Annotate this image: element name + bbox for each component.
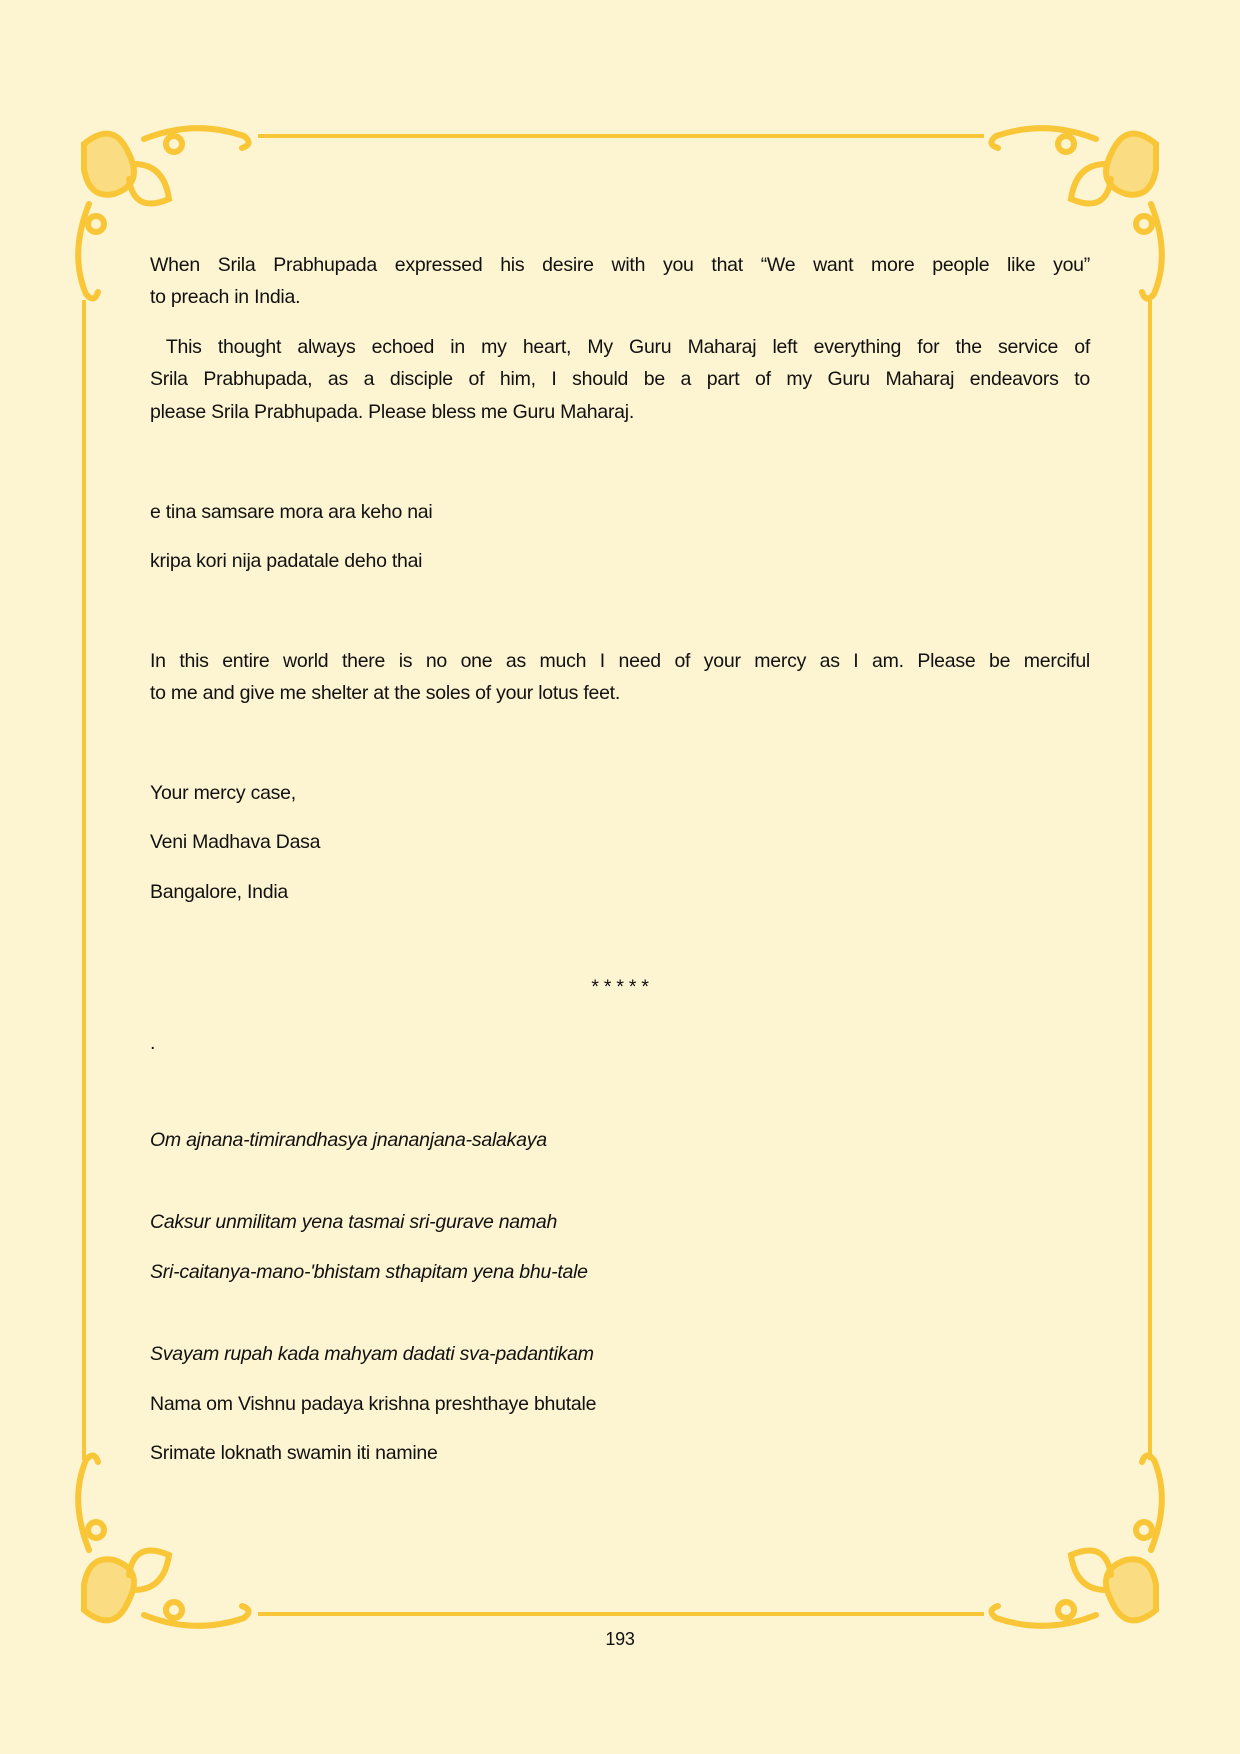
border-right — [1148, 300, 1152, 1460]
prayer-line: Sri-caitanya-mano-'bhistam sthapitam yena bhu-tale — [150, 1261, 588, 1283]
signoff-line: Your mercy case, — [150, 782, 296, 804]
page-number: 193 — [605, 1629, 635, 1649]
verse-line: kripa kori nija padatale deho thai — [150, 550, 423, 572]
signature-location: Bangalore, India — [150, 881, 289, 903]
prayer-line: Caksur unmilitam yena tasmai sri-gurave namah — [150, 1211, 558, 1233]
paragraph-line: please Srila Prabhupada. Please bless me Guru Maharaj. — [150, 401, 635, 423]
prayer-line: Svayam rupah kada mahyam dadati sva-padantikam — [150, 1343, 594, 1365]
paragraph-line: This thought always echoed in my heart, My Guru Maharaj left everything for the service of — [150, 336, 1090, 358]
paragraph-line: Srila Prabhupada, as a disciple of him, I should be a part of my Guru Maharaj endeavors to — [150, 368, 1090, 390]
stray-dot: . — [150, 1032, 156, 1054]
border-top — [258, 134, 984, 138]
border-bottom — [258, 1612, 984, 1616]
corner-ornament-icon — [74, 1450, 254, 1630]
paragraph-line: to me and give me shelter at the soles of your lotus feet. — [150, 682, 621, 704]
corner-ornament-icon — [986, 124, 1166, 304]
border-left — [82, 300, 86, 1460]
section-separator: * * * * * — [591, 976, 649, 998]
paragraph-line: In this entire world there is no one as much I need of your mercy as I am. Please be merciful — [150, 650, 1090, 672]
prayer-line: Srimate loknath swamin iti namine — [150, 1442, 438, 1464]
verse-line: e tina samsare mora ara keho nai — [150, 501, 433, 523]
paragraph-line: to preach in India. — [150, 286, 301, 308]
prayer-line: Nama om Vishnu padaya krishna preshthaye bhutale — [150, 1393, 597, 1415]
corner-ornament-icon — [74, 124, 254, 304]
corner-ornament-icon — [986, 1450, 1166, 1630]
paragraph-line: When Srila Prabhupada expressed his desire with you that “We want more people like you” — [150, 254, 1090, 276]
prayer-line: Om ajnana-timirandhasya jnananjana-salakaya — [150, 1129, 547, 1151]
signature-name: Veni Madhava Dasa — [150, 831, 321, 853]
